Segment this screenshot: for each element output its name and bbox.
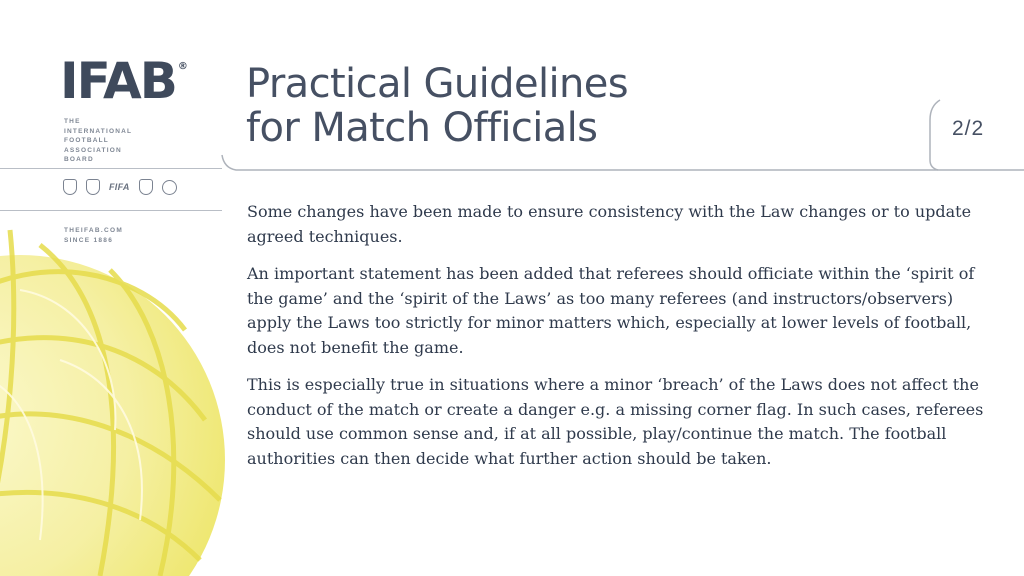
organization-name: THE INTERNATIONAL FOOTBALL ASSOCIATION BOARD — [64, 118, 133, 164]
paragraph-3: This is especially true in situations where a minor ‘breach’ of the Laws does not affect the conduct of the match or create a danger e.g. a missing corner flag. In such cases, referees should use common sense and, if at all possible, play/continue the match. The football authorities can then decide what further action should be taken. — [247, 375, 984, 468]
divider-bottom — [0, 210, 222, 211]
fifa-logo: FIFA — [109, 182, 130, 192]
england-crest-icon — [63, 179, 77, 195]
body-text — [247, 200, 992, 484]
title-line-1: Practical Guidelines — [246, 61, 628, 107]
paragraph-2: An important statement has been added that referees should officiate within the ‘spirit of the game’ and the ‘spirit of the Laws’ as too many referees (and instructors/observers) apply the Laws too strictly for minor matters which, especially at lower levels of football, does not benefit the game. — [247, 264, 975, 357]
paragraph-1: Some changes have been made to ensure consistency with the Law changes or to update agreed techniques. — [247, 202, 972, 246]
ifab-logo: IFAB ® — [60, 52, 188, 110]
page-number: 2/2 — [952, 117, 985, 140]
since-text: SINCE 1886 — [64, 237, 114, 244]
divider-top — [0, 168, 222, 169]
title-line-2: for Match Officials — [246, 105, 598, 151]
member-crests — [63, 179, 177, 195]
wales-crest-icon — [86, 179, 100, 195]
website-block — [64, 226, 123, 246]
website-text: THEIFAB.COM — [64, 227, 124, 234]
northern-ireland-crest-icon — [162, 180, 177, 195]
scotland-crest-icon — [139, 179, 153, 195]
page-title — [246, 62, 628, 150]
